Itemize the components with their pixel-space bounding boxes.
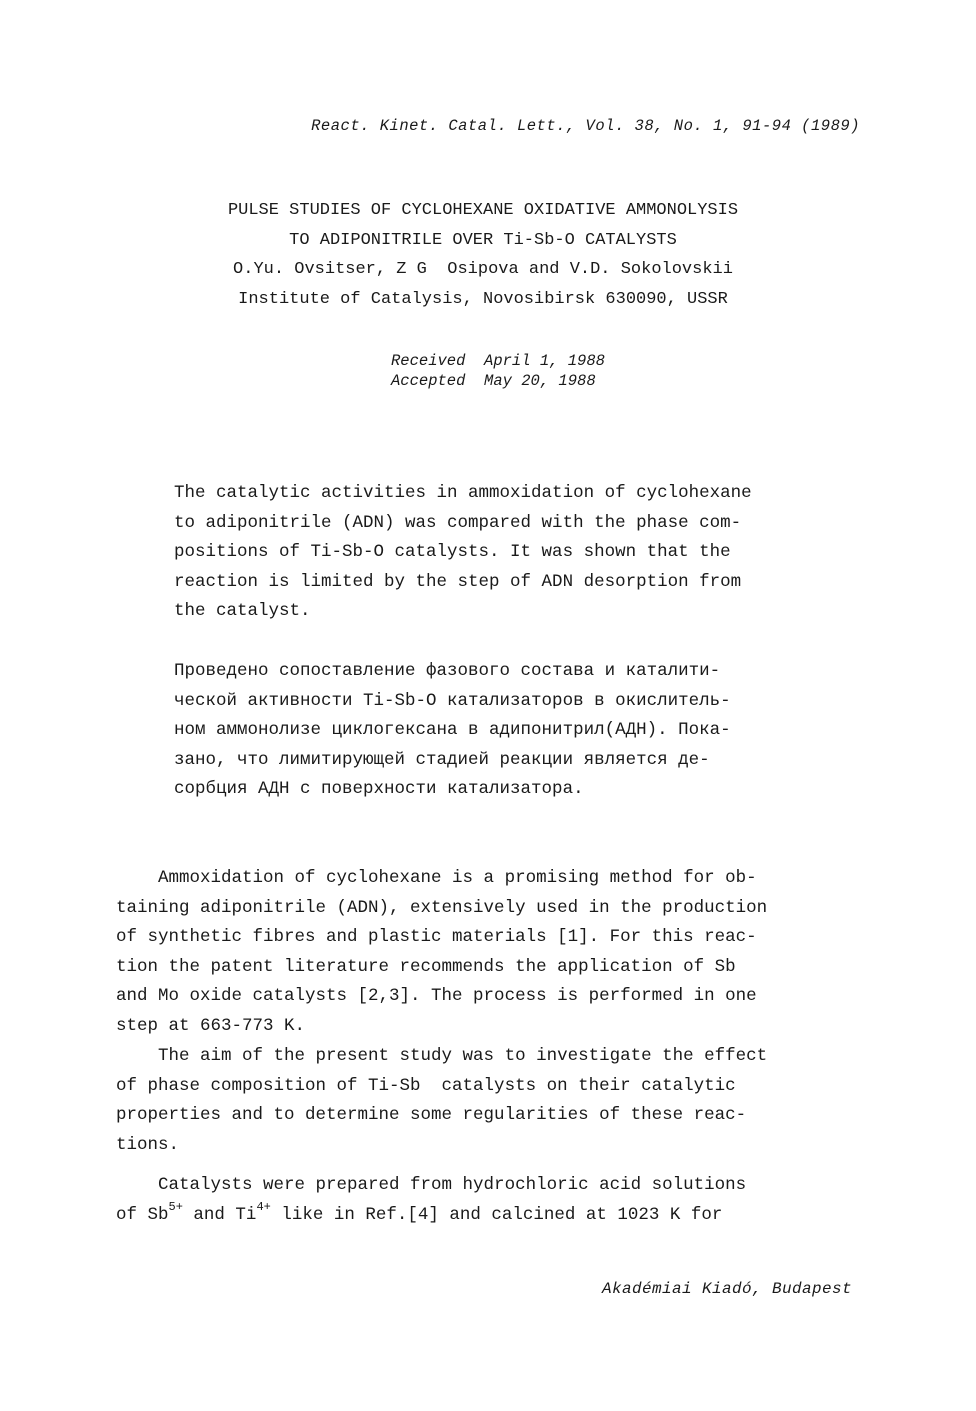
- abstract-line: сорбция АДН с поверхности катализатора.: [174, 779, 584, 799]
- dates-block: [391, 351, 605, 391]
- authors: O.Yu. Ovsitser, Z G Osipova and V.D. Sokolovskii: [233, 260, 733, 279]
- affiliation: Institute of Catalysis, Novosibirsk 630090, USSR: [238, 289, 728, 309]
- abstract-line: to adiponitrile (ADN) was compared with the phase com-: [174, 512, 742, 533]
- received-date: Received April 1, 1988: [391, 352, 605, 370]
- abstract-line: reaction is limited by the step of ADN desorption from: [174, 571, 742, 592]
- body-line: and Mo oxide catalysts [2,3]. The process is performed in one: [116, 986, 757, 1006]
- journal-citation: React. Kinet. Catal. Lett., Vol. 38, No. 1, 91-94 (1989): [311, 117, 860, 135]
- abstract-line: ном аммонолизе циклогексана в адипонитрил(АДН). Пока-: [174, 720, 731, 740]
- abstract-line: ческой активности Ti-Sb-O катализаторов в окислитель-: [174, 690, 731, 711]
- title-block: [0, 196, 966, 314]
- abstract-line: positions of Ti-Sb-O catalysts. It was shown that the: [174, 542, 731, 562]
- charge-superscript: 5+: [168, 1199, 183, 1214]
- text-run: of Sb: [116, 1204, 169, 1225]
- abstract-line: зано, что лимитирующей стадией реакции является де-: [174, 749, 710, 770]
- charge-superscript: 4+: [256, 1199, 271, 1214]
- body-paragraph-1: [116, 864, 896, 1041]
- accepted-date: Accepted May 20, 1988: [391, 372, 596, 390]
- body-line: properties and to determine some regularities of these reac-: [116, 1105, 747, 1125]
- body-line: step at 663-773 K.: [116, 1015, 306, 1036]
- publisher-footer: Akadémiai Kiadó, Budapest: [601, 1280, 852, 1298]
- abstract-english: [174, 479, 874, 627]
- paper-title-line-1: PULSE STUDIES OF CYCLOHEXANE OXIDATIVE AMMONOLYSIS: [227, 201, 739, 220]
- body-line: of synthetic fibres and plastic materials [1]. For this reac-: [116, 927, 757, 947]
- body-line: [116, 1201, 896, 1231]
- body-line: The aim of the present study was to investigate the effect: [116, 1046, 768, 1066]
- body-line: Ammoxidation of cyclohexane is a promising method for ob-: [116, 868, 757, 888]
- abstract-line: the catalyst.: [174, 601, 311, 621]
- text-run: and Ti: [182, 1204, 257, 1225]
- abstract-line: The catalytic activities in ammoxidation of cyclohexane: [174, 483, 752, 503]
- body-paragraph-2: [116, 1042, 896, 1160]
- body-line: of phase composition of Ti-Sb catalysts on their catalytic: [116, 1075, 736, 1096]
- body-line: Catalysts were prepared from hydrochloric acid solutions: [116, 1175, 747, 1195]
- body-paragraph-3: [116, 1171, 896, 1230]
- body-line: tions.: [116, 1134, 180, 1155]
- paper-title-line-2: TO ADIPONITRILE OVER Ti-Sb-O CATALYSTS: [289, 230, 677, 250]
- abstract-line: Проведено сопоставление фазового состава и каталити-: [174, 661, 721, 681]
- body-line: taining adiponitrile (ADN), extensively used in the production: [116, 897, 768, 918]
- body-line: tion the patent literature recommends the application of Sb: [116, 956, 736, 977]
- abstract-russian: [174, 657, 874, 805]
- text-run: like in Ref.[4] and calcined at 1023 K for: [270, 1204, 723, 1225]
